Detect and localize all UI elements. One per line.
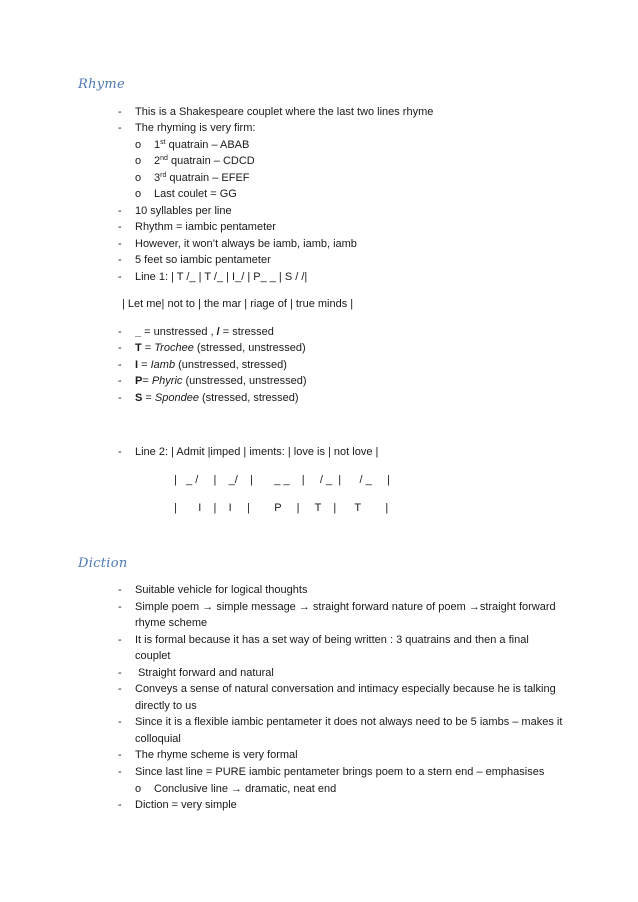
list-item: Diction = very simple <box>135 799 237 811</box>
diction-heading: Diction <box>78 556 128 571</box>
list-item-continuation: couplet <box>135 650 171 662</box>
list-item: Rhythm = iambic pentameter <box>135 221 276 233</box>
list-item-continuation: colloquial <box>135 733 181 745</box>
dash: - <box>118 446 122 458</box>
dash: - <box>118 683 122 695</box>
list-item: Straight forward and natural <box>135 667 274 679</box>
list-item: 10 syllables per line <box>135 205 232 217</box>
dash: - <box>118 375 122 387</box>
arrow-icon: → <box>298 601 310 613</box>
list-item: Conveys a sense of natural conversation and intimacy especially because he is talking <box>135 683 556 695</box>
line1-scansion: | Let me| not to | the mar | riage of | true minds | <box>122 298 354 310</box>
key-item: I = Iamb (unstressed, stressed) <box>135 359 287 371</box>
dash: - <box>118 271 122 283</box>
dash: - <box>118 584 122 596</box>
dash: - <box>118 326 122 338</box>
sub-bullet: o <box>135 188 142 200</box>
sub-list-item: 3rd quatrain – EFEF <box>154 172 250 184</box>
dash: - <box>118 716 122 728</box>
list-item: However, it won’t always be iamb, iamb, iamb <box>135 238 357 250</box>
list-item: The rhyme scheme is very formal <box>135 749 298 761</box>
list-item: The rhyming is very firm: <box>135 122 256 134</box>
line2-feet: | I | I | P | T | T | <box>174 502 389 514</box>
key-item: P= Phyric (unstressed, unstressed) <box>135 375 307 387</box>
dash: - <box>118 106 122 118</box>
list-item: Suitable vehicle for logical thoughts <box>135 584 308 596</box>
dash: - <box>118 221 122 233</box>
list-item: Simple poem → simple message → straight forward nature of poem →straight forward <box>135 601 556 613</box>
dash: - <box>118 601 122 613</box>
sub-bullet: o <box>135 783 142 795</box>
sub-list-item: 1st quatrain – ABAB <box>154 139 250 151</box>
dash: - <box>118 122 122 134</box>
list-item: This is a Shakespeare couplet where the last two lines rhyme <box>135 106 434 118</box>
sub-bullet: o <box>135 172 142 184</box>
dash: - <box>118 634 122 646</box>
dash: - <box>118 342 122 354</box>
dash: - <box>118 238 122 250</box>
rhyme-heading: Rhyme <box>78 77 126 92</box>
sub-list-item: Conclusive line → dramatic, neat end <box>154 783 337 795</box>
dash: - <box>118 766 122 778</box>
list-item-continuation: directly to us <box>135 700 197 712</box>
arrow-icon: → <box>468 601 480 613</box>
list-item-continuation: rhyme scheme <box>135 617 208 629</box>
arrow-icon: → <box>202 601 214 613</box>
line2-stress-marks: | _ / | _/ | _ _ | / _ | / _ | <box>174 474 390 486</box>
key-item: S = Spondee (stressed, stressed) <box>135 392 299 404</box>
dash: - <box>118 392 122 404</box>
list-item: It is formal because it has a set way of being written : 3 quatrains and then a final <box>135 634 529 646</box>
sub-bullet: o <box>135 155 142 167</box>
list-item: Line 1: | T /_ | T /_ | I_/ | P_ _ | S / /| <box>135 271 308 283</box>
dash: - <box>118 799 122 811</box>
dash: - <box>118 667 122 679</box>
key-item: T = Trochee (stressed, unstressed) <box>135 342 306 354</box>
line2-scansion: Line 2: | Admit |imped | iments: | love is | not love | <box>135 446 379 458</box>
sub-list-item: 2nd quatrain – CDCD <box>154 155 255 167</box>
arrow-icon: → <box>231 783 243 795</box>
key-item: _ = unstressed , / = stressed <box>135 326 274 338</box>
list-item: Since it is a flexible iambic pentameter it does not always need to be 5 iambs – makes it <box>135 716 563 728</box>
dash: - <box>118 749 122 761</box>
dash: - <box>118 254 122 266</box>
sub-bullet: o <box>135 139 142 151</box>
list-item: 5 feet so iambic pentameter <box>135 254 271 266</box>
dash: - <box>118 359 122 371</box>
sub-list-item: Last coulet = GG <box>154 188 237 200</box>
dash: - <box>118 205 122 217</box>
list-item: Since last line = PURE iambic pentameter brings poem to a stern end – emphasises <box>135 766 545 778</box>
